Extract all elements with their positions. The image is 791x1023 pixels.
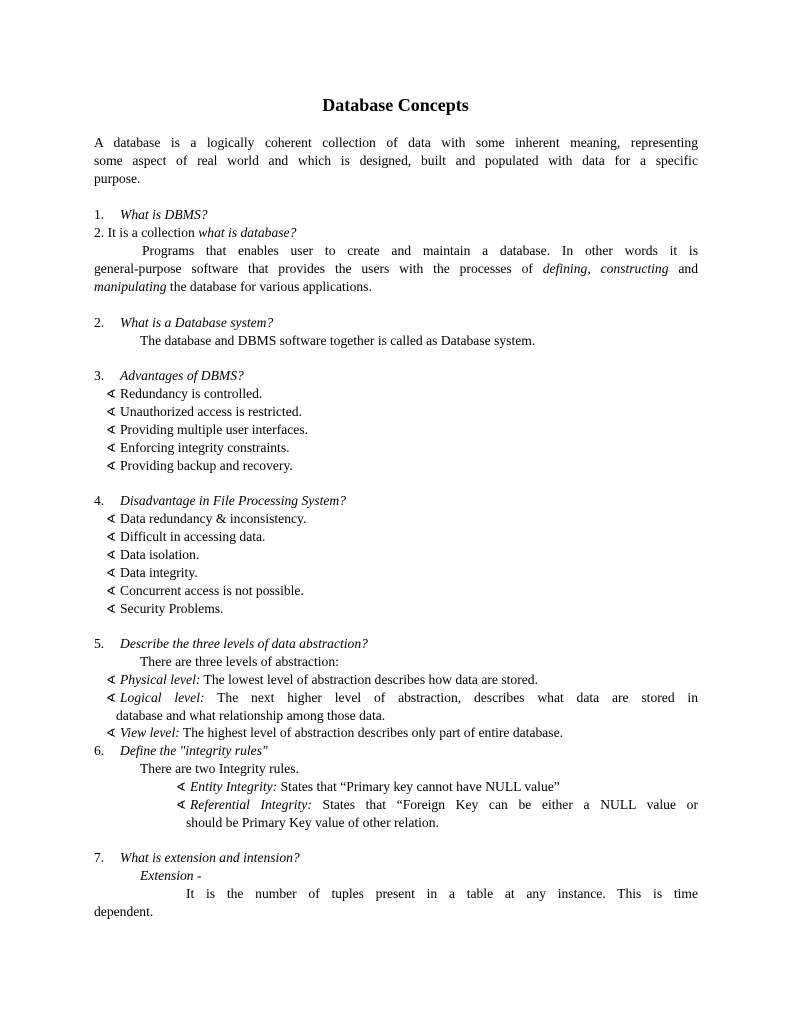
physical-level-text: The lowest level of abstraction describes how data are stored.: [200, 672, 538, 687]
referential-integrity-continued: should be Primary Key value of other relation.: [186, 815, 439, 830]
list-item: [106, 546, 199, 564]
question-number: 4.: [94, 493, 105, 508]
question-number: 7.: [94, 850, 105, 865]
question-text: Disadvantage in File Processing System?: [120, 493, 347, 508]
bullet-icon: ∢: [176, 780, 187, 794]
list-item-text: Data redundancy & inconsistency.: [120, 511, 307, 526]
logical-level-label: Logical level:: [120, 690, 205, 705]
q1-defining: defining: [542, 261, 588, 276]
list-item: [106, 421, 308, 439]
referential-integrity-label: Referential Integrity:: [190, 797, 312, 812]
list-item-text: Providing multiple user interfaces.: [120, 422, 309, 437]
q1-line-a-italic: what is database?: [198, 225, 297, 240]
q6-intro: There are two Integrity rules.: [140, 761, 299, 776]
question-text: Describe the three levels of data abstraction?: [120, 636, 368, 651]
entity-integrity-label: Entity Integrity:: [190, 779, 278, 794]
question-7: [94, 849, 300, 867]
q2-answer: The database and DBMS software together is called as Database system.: [140, 333, 536, 348]
list-item: [106, 600, 223, 618]
q1-line-c: [94, 260, 698, 278]
extension-label: Extension -: [140, 868, 202, 883]
bullet-icon: ∢: [106, 459, 117, 473]
list-item: [106, 385, 262, 403]
q1-line-b: Programs that enables user to create and maintain a database. In other words it is: [142, 243, 698, 258]
list-item-text: Unauthorized access is restricted.: [120, 404, 302, 419]
list-item: [176, 796, 698, 814]
bullet-icon: ∢: [106, 405, 117, 419]
question-text: Advantages of DBMS?: [120, 368, 244, 383]
logical-level-continued: database and what relationship among those data.: [116, 708, 386, 723]
logical-level-text: The next higher level of abstraction, describes what data are stored in: [204, 690, 698, 705]
question-text: Define the "integrity rules": [120, 743, 268, 758]
q1-line-d-rest: the database for various applications.: [166, 279, 372, 294]
list-item: [106, 439, 290, 457]
bullet-icon: ∢: [106, 602, 117, 616]
question-3: [94, 367, 244, 385]
view-level-text: The highest level of abstraction describes only part of entire database.: [179, 725, 564, 740]
bullet-icon: ∢: [106, 584, 117, 598]
question-1: [94, 206, 208, 224]
list-item-text: Providing backup and recovery.: [120, 458, 293, 473]
bullet-icon: ∢: [106, 423, 117, 437]
q1-line-a: [94, 224, 296, 242]
q1-comma: ,: [587, 261, 601, 276]
question-text: What is extension and intension?: [120, 850, 300, 865]
q1-line-d: [94, 278, 372, 296]
list-item: [106, 724, 563, 742]
bullet-icon: ∢: [106, 530, 117, 544]
list-item: [106, 457, 293, 475]
q1-line-c-text: general-purpose software that provides the users with the processes of: [94, 261, 543, 276]
list-item: [106, 528, 265, 546]
bullet-icon: ∢: [106, 441, 117, 455]
list-item-text: Data isolation.: [120, 547, 200, 562]
q1-line-a-prefix: 2. It is a collection: [94, 225, 199, 240]
q7-line-2: dependent.: [94, 904, 154, 919]
bullet-icon: ∢: [106, 548, 117, 562]
bullet-icon: ∢: [106, 691, 117, 705]
q1-and: and: [668, 261, 699, 276]
question-number: 2.: [94, 315, 105, 330]
question-text: What is a Database system?: [120, 315, 274, 330]
question-5: [94, 635, 368, 653]
question-number: 1.: [94, 207, 105, 222]
page-title: Database Concepts: [322, 95, 469, 115]
list-item: [106, 403, 302, 421]
q7-line-1: It is the number of tuples present in a table at any instance. This is time: [186, 886, 698, 901]
intro-line-3: purpose.: [94, 171, 141, 186]
list-item: [106, 582, 304, 600]
intro-line-1: A database is a logically coherent collection of data with some inherent meaning, representing: [94, 135, 698, 150]
list-item-text: Difficult in accessing data.: [120, 529, 266, 544]
question-number: 6.: [94, 743, 105, 758]
question-number: 3.: [94, 368, 105, 383]
question-text: What is DBMS?: [120, 207, 208, 222]
list-item-text: Redundancy is controlled.: [120, 386, 263, 401]
bullet-icon: ∢: [106, 387, 117, 401]
list-item: [106, 564, 198, 582]
q1-constructing: constructing: [600, 261, 669, 276]
question-2: [94, 314, 273, 332]
list-item-text: Security Problems.: [120, 601, 224, 616]
q1-manipulating: manipulating: [94, 279, 167, 294]
q5-intro: There are three levels of abstraction:: [140, 654, 339, 669]
question-4: [94, 492, 346, 510]
list-item: [106, 689, 698, 707]
list-item: [106, 510, 306, 528]
bullet-icon: ∢: [106, 726, 117, 740]
list-item-text: Data integrity.: [120, 565, 198, 580]
question-number: 5.: [94, 636, 105, 651]
view-level-label: View level:: [120, 725, 180, 740]
bullet-icon: ∢: [106, 673, 117, 687]
physical-level-label: Physical level:: [120, 672, 201, 687]
list-item-text: Enforcing integrity constraints.: [120, 440, 290, 455]
intro-line-2: some aspect of real world and which is designed, built and populated with data for a specific: [94, 153, 698, 168]
bullet-icon: ∢: [176, 798, 187, 812]
question-6: [94, 742, 268, 760]
entity-integrity-text: States that “Primary key cannot have NULL value”: [277, 779, 560, 794]
list-item: [176, 778, 560, 796]
referential-integrity-text: States that “Foreign Key can be either a NULL value or: [311, 797, 698, 812]
list-item-text: Concurrent access is not possible.: [120, 583, 304, 598]
bullet-icon: ∢: [106, 512, 117, 526]
bullet-icon: ∢: [106, 566, 117, 580]
list-item: [106, 671, 538, 689]
